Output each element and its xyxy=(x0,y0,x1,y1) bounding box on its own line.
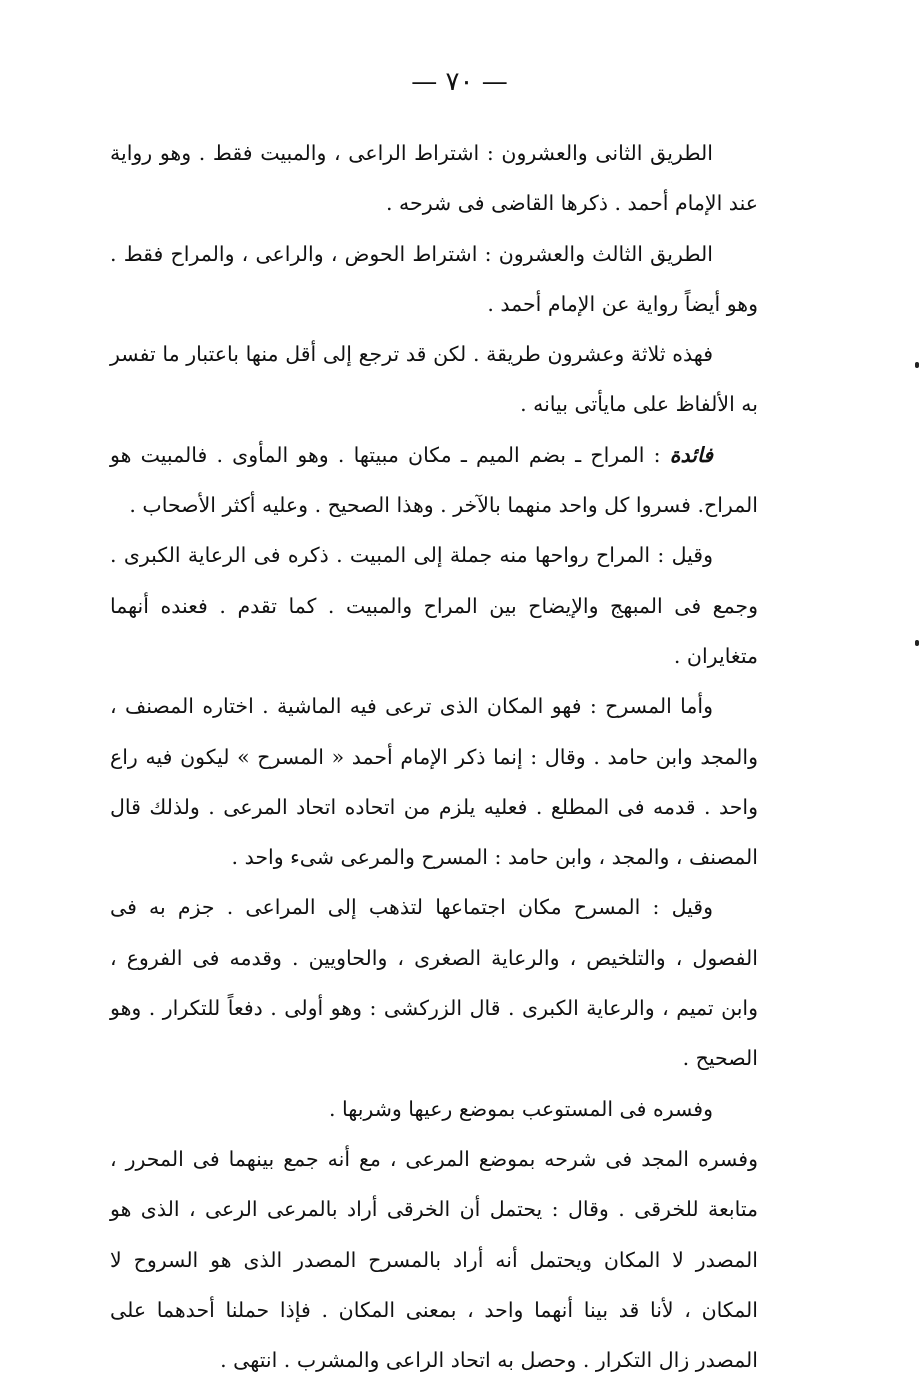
body-text xyxy=(110,128,758,1385)
paragraph-term: فائدة xyxy=(669,442,713,467)
paragraph-2: الطريق الثالث والعشرون : اشتراط الحوض ، والراعى ، والمراح فقط . وهو أيضاً رواية عن الإمام أحمد . xyxy=(110,241,758,316)
page-number: — ٧٠ — xyxy=(411,67,508,97)
margin-mark-bottom xyxy=(915,640,919,646)
paragraph-5: وقيل : المراح رواحها منه جملة إلى المبيت . ذكره فى الرعاية الكبرى . وجمع فى المبهج والإيضاح بين المراح والمبيت . كما تقدم . فعنده أنهما متغايران . xyxy=(110,543,758,668)
paragraph-4-body: : المراح ـ بضم الميم ـ مكان مبيتها . وهو المأوى . فالمبيت هو المراح. فسروا كل واحد منهما بالآخر . وهذا الصحيح . وعليه أكثر الأصحاب . xyxy=(110,442,758,518)
paragraph-6: وأما المسرح : فهو المكان الذى ترعى فيه الماشية . اختاره المصنف ، والمجد وابن حامد . وقال : إنما ذكر الإمام أحمد « المسرح » ليكون فيه راع واحد . قدمه فى المطلع . فعليه يلزم من اتحاده اتحاد المرعى . ولذلك قال المصنف ، والمجد ، وابن حامد : المسرح والمرعى شىء واحد . xyxy=(110,694,758,870)
paragraph-1: الطريق الثانى والعشرون : اشتراط الراعى ، والمبيت فقط . وهو رواية عند الإمام أحمد . ذكرها القاضى فى شرحه . xyxy=(110,141,758,216)
paragraph-4 xyxy=(110,430,758,531)
paragraph-9: وفسره المجد فى شرحه بموضع المرعى ، مع أنه جمع بينهما فى المحرر ، متابعة للخرقى . وقال : يحتمل أن الخرقى أراد بالمرعى الرعى ، الذى هو المصدر لا المكان ويحتمل أنه أراد بالمسرح المصدر الذى هو السروح لا المكان ، لأنا قد بينا أنهما واحد ، بمعنى المكان . فإذا حملنا أحدهما على المصدر زال التكرار . وحصل به اتحاد الراعى والمشرب . انتهى . xyxy=(110,1146,758,1373)
paragraph-8: وفسره فى المستوعب بموضع رعيها وشربها . xyxy=(328,1096,713,1121)
paragraph-7: وقيل : المسرح مكان اجتماعها لتذهب إلى المراعى . جزم به فى الفصول ، والتلخيص ، والرعاية الصغرى ، والحاويين . وقدمه فى الفروع ، وابن تميم ، والرعاية الكبرى . قال الزركشى : وهو أولى . دفعاً للتكرار . وهو الصحيح . xyxy=(110,895,758,1071)
margin-mark-top xyxy=(915,362,919,368)
paragraph-3: فهذه ثلاثة وعشرون طريقة . لكن قد ترجع إلى أقل منها باعتبار ما تفسر به الألفاظ على مايأتى بيانه . xyxy=(110,342,758,417)
